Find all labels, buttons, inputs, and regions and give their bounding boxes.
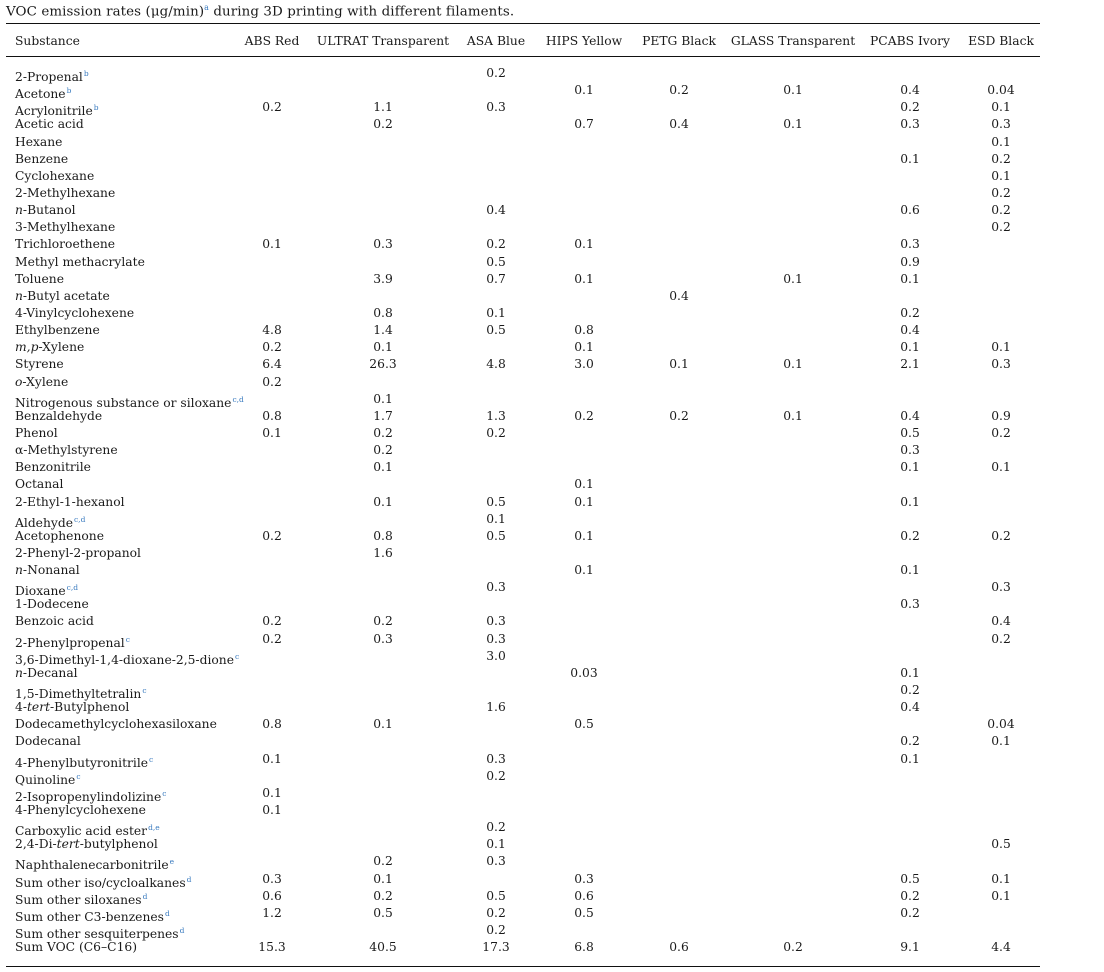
footnote-link[interactable]: d — [179, 926, 185, 935]
footnote-link[interactable]: c,d — [232, 394, 244, 404]
table-cell-value: 0.1 — [900, 494, 920, 509]
table-cell-value: 0.2 — [486, 425, 506, 440]
substance-name: 4-Vinylcyclohexene — [15, 305, 135, 320]
table-cell-value: 0.2 — [486, 768, 506, 783]
substance-name: Benzonitrile — [15, 460, 91, 475]
table-cell-value: 6.8 — [574, 940, 594, 955]
table-cell-value: 0.2 — [486, 237, 506, 252]
substance-name: Sum VOC (C6–C16) — [15, 940, 138, 955]
table-cell-value: 0.4 — [669, 117, 689, 132]
table-cell-value: 0.1 — [900, 460, 920, 475]
table-cell-value: 0.2 — [991, 185, 1011, 200]
table-cell-value: 0.6 — [262, 888, 282, 903]
table-cell-value: 0.4 — [900, 408, 920, 423]
table-cell-value: 4.8 — [262, 323, 282, 338]
footnote-link[interactable]: d — [164, 908, 170, 918]
table-cell-value: 0.5 — [574, 717, 594, 732]
table-cell-value: 0.4 — [900, 83, 920, 98]
substance-name: Trichloroethene — [15, 237, 116, 252]
table-cell-value: 0.6 — [900, 203, 920, 218]
table-cell-value: 0.1 — [262, 425, 282, 440]
table-cell-value: 0.1 — [574, 477, 594, 492]
substance-name: 2-Propenal$^b$ — [15, 69, 89, 84]
footnote-link[interactable]: b — [66, 86, 72, 96]
table-cell-value: 0.1 — [991, 734, 1011, 749]
table-cell-value: 0.1 — [669, 357, 689, 372]
table-cell-value: 0.1 — [991, 168, 1011, 183]
table-cell-value: 0.1 — [574, 494, 594, 509]
table-cell-value: 0.04 — [987, 717, 1015, 732]
table-cell-value: 0.8 — [262, 717, 282, 732]
table-cell-value: 0.2 — [669, 83, 689, 98]
footnote-link[interactable]: c,d — [73, 514, 86, 524]
table-cell-value: 4.4 — [991, 940, 1011, 955]
footnote-link[interactable]: d — [142, 891, 148, 901]
table-cell-value: 0.1 — [991, 871, 1011, 886]
table-header-rule — [6, 56, 1040, 57]
table-cell-value: 0.1 — [991, 888, 1011, 903]
table-cell-value: 0.1 — [262, 803, 282, 818]
table-cell-value: 0.2 — [991, 425, 1011, 440]
table-cell-value: 0.1 — [900, 340, 920, 355]
table-cell-value: 0.1 — [486, 305, 506, 320]
substance-name: 2-Methylhexane — [15, 185, 116, 200]
table-cell-value: 0.1 — [991, 460, 1011, 475]
table-cell-value: 0.1 — [373, 340, 393, 355]
table-cell-value: 0.1 — [574, 563, 594, 578]
table-cell-value: 0.2 — [262, 100, 282, 115]
table-cell-value: 0.3 — [991, 580, 1011, 595]
substance-name: Styrene — [15, 357, 64, 372]
table-cell-value: 0.3 — [262, 871, 282, 886]
table-cell-value: 0.2 — [900, 905, 920, 920]
table-cell-value: 0.2 — [991, 151, 1011, 166]
footnote-link[interactable]: e — [169, 857, 175, 867]
table-cell-value: 0.1 — [574, 83, 594, 98]
column-header-5: PETG Black — [642, 34, 716, 48]
substance-name: Cyclohexane — [15, 168, 95, 183]
table-cell-value: 0.5 — [900, 871, 920, 886]
footnote-link[interactable]: c,d — [66, 583, 79, 593]
table-cell-value: 0.1 — [574, 528, 594, 543]
substance-name: Sum other C3-benzenes$^d$ — [15, 908, 170, 924]
substance-name: Naphthalenecarbonitrile$^e$ — [15, 857, 175, 873]
table-cell-value: 9.1 — [900, 940, 920, 955]
table-cell-value: 1.4 — [373, 323, 393, 338]
table-cell-value: 0.5 — [373, 905, 393, 920]
substance-name: Acrylonitrile$^b$ — [15, 103, 99, 119]
footnote-link[interactable]: d,e — [148, 823, 160, 833]
table-cell-value: 0.2 — [669, 408, 689, 423]
table-cell-value: 0.3 — [373, 631, 393, 646]
table-cell-value: 0.2 — [373, 425, 393, 440]
footnote-link[interactable]: b — [83, 69, 89, 78]
substance-name: o-Xylene — [15, 374, 69, 389]
table-cell-value: 0.1 — [783, 271, 803, 286]
table-cell-value: 0.2 — [991, 528, 1011, 543]
table-cell-value: 0.2 — [900, 305, 920, 320]
table-cell-value: 1.6 — [373, 545, 393, 560]
table-cell-value: 0.1 — [373, 460, 393, 475]
footnote-link[interactable]: c — [149, 754, 154, 764]
table-cell-value: 0.1 — [900, 563, 920, 578]
table-cell-value: 0.4 — [991, 614, 1011, 629]
table-cell-value: 0.9 — [900, 254, 920, 269]
table-cell-value: 0.5 — [991, 837, 1011, 852]
caption-text-rest: during 3D printing with different filaments. — [209, 4, 515, 20]
table-cell-value: 0.3 — [486, 100, 506, 115]
table-caption — [6, 3, 514, 19]
table-cell-value: 0.1 — [783, 357, 803, 372]
table-cell-value: 0.2 — [900, 683, 920, 698]
table-bottom-rule — [6, 966, 1040, 967]
table-cell-value: 0.3 — [900, 597, 920, 612]
table-cell-value: 0.1 — [373, 494, 393, 509]
table-cell-value: 0.3 — [486, 631, 506, 646]
table-cell-value: 0.6 — [669, 940, 689, 955]
table-cell-value: 0.2 — [486, 923, 506, 937]
substance-name: 1,5-Dimethyltetralin$^c$ — [15, 686, 147, 702]
footnote-link[interactable]: d — [186, 874, 192, 884]
table-cell-value: 0.2 — [262, 631, 282, 646]
table-cell-value: 2.1 — [900, 357, 920, 372]
table-cell-value: 1.7 — [373, 408, 393, 423]
substance-name: Sum other siloxanes$^d$ — [15, 891, 148, 907]
table-cell-value: 0.2 — [900, 888, 920, 903]
substance-name: Benzaldehyde — [15, 408, 103, 423]
table-cell-value: 0.2 — [991, 631, 1011, 646]
table-cell-value: 0.1 — [373, 717, 393, 732]
table-cell-value: 0.4 — [900, 700, 920, 715]
table-cell-value: 3.9 — [373, 271, 393, 286]
column-header-1: ABS Red — [244, 34, 300, 48]
substance-name: 2-Isopropenylindolizine$^c$ — [15, 788, 167, 804]
table-cell-value: 0.5 — [486, 254, 506, 269]
table-cell-value: 0.8 — [262, 408, 282, 423]
table-cell-value: 0.1 — [373, 871, 393, 886]
table-cell-value: 0.1 — [486, 837, 506, 852]
substance-name: Aldehyde$^{c,d}$ — [15, 514, 86, 530]
table-cell-value: 0.1 — [574, 271, 594, 286]
table-cell-value: 0.4 — [486, 203, 506, 218]
table-cell-value: 0.4 — [900, 323, 920, 338]
table-cell-value: 0.3 — [900, 443, 920, 458]
table-cell-value: 0.03 — [570, 665, 598, 680]
table-cell-value: 15.3 — [258, 940, 286, 955]
table-cell-value: 0.3 — [574, 871, 594, 886]
substance-name: Acetic acid — [15, 117, 84, 132]
table-cell-value: 0.1 — [262, 785, 282, 800]
substance-name: Methyl methacrylate — [15, 254, 145, 269]
table-cell-value: 0.3 — [486, 751, 506, 766]
table-cell-value: 0.9 — [991, 408, 1011, 423]
table-cell-value: 0.2 — [900, 528, 920, 543]
table-cell-value: 0.2 — [900, 734, 920, 749]
table-cell-value: 0.4 — [669, 288, 689, 303]
substance-name: Dioxane$^{c,d}$ — [15, 583, 79, 599]
table-cell-value: 17.3 — [482, 940, 510, 955]
table-cell-value: 0.5 — [486, 323, 506, 338]
substance-name: Acetophenone — [15, 528, 104, 543]
substance-name: α-Methylstyrene — [15, 443, 118, 458]
table-cell-value: 0.2 — [262, 528, 282, 543]
footnote-link[interactable]: c — [162, 788, 167, 798]
table-cell-value: 0.2 — [373, 614, 393, 629]
table-cell-value: 0.3 — [486, 580, 506, 595]
table-cell-value: 0.1 — [991, 340, 1011, 355]
column-header-2: ULTRAT Transparent — [316, 34, 450, 48]
footnote-link[interactable]: c — [125, 634, 130, 644]
footnote-link[interactable]: c — [142, 686, 147, 696]
substance-name: Sum other sesquiterpenes$^d$ — [15, 926, 185, 941]
substance-name: n-Butyl acetate — [15, 288, 110, 303]
table-cell-value: 0.3 — [486, 614, 506, 629]
table-cell-value: 1.1 — [373, 100, 393, 115]
table-cell-value: 0.5 — [486, 528, 506, 543]
table-cell-value: 0.2 — [486, 820, 506, 835]
table-cell-value: 0.2 — [991, 220, 1011, 235]
table-cell-value: 0.8 — [373, 528, 393, 543]
table-cell-value: 0.2 — [486, 66, 506, 80]
substance-name: 4-Phenylcyclohexene — [15, 803, 146, 818]
table-cell-value: 0.5 — [486, 494, 506, 509]
substance-name: 2-Ethyl-1-hexanol — [15, 494, 125, 509]
table-cell-value: 0.2 — [373, 117, 393, 132]
table-cell-value: 0.7 — [574, 117, 594, 132]
substance-name: Benzoic acid — [15, 614, 94, 629]
table-cell-value: 40.5 — [369, 940, 397, 955]
substance-name: n-Nonanal — [15, 563, 80, 578]
table-cell-value: 0.2 — [373, 854, 393, 869]
substance-name: Sum other iso/cycloalkanes$^d$ — [15, 874, 192, 890]
table-cell-value: 0.2 — [783, 940, 803, 955]
table-cell-value: 0.2 — [900, 100, 920, 115]
substance-name: Toluene — [15, 271, 64, 286]
table-cell-value: 0.1 — [991, 134, 1011, 149]
substance-name: Dodecanal — [15, 734, 81, 749]
substance-name: Acetone$^b$ — [15, 86, 72, 102]
table-cell-value: 3.0 — [574, 357, 594, 372]
caption-footnote[interactable]: a — [204, 3, 210, 12]
table-top-rule — [6, 23, 1040, 24]
table-cell-value: 0.3 — [991, 357, 1011, 372]
table-cell-value: 0.1 — [900, 271, 920, 286]
table-cell-value: 0.6 — [574, 888, 594, 903]
table-cell-value: 0.1 — [574, 237, 594, 252]
table-cell-value: 0.2 — [373, 888, 393, 903]
table-cell-value: 0.3 — [373, 237, 393, 252]
table-cell-value: 0.2 — [574, 408, 594, 423]
table-cell-value: 0.1 — [783, 117, 803, 132]
substance-name: Hexane — [15, 134, 63, 149]
table-cell-value: 0.1 — [373, 391, 393, 406]
footnote-link[interactable]: c — [76, 771, 81, 781]
column-header-7: PCABS Ivory — [870, 34, 950, 48]
table-cell-value: 0.1 — [486, 511, 506, 526]
table-cell-value: 0.1 — [900, 665, 920, 680]
column-header-substance: Substance — [15, 34, 80, 48]
table-cell-value: 0.3 — [900, 117, 920, 132]
footnote-link[interactable]: b — [93, 103, 99, 113]
substance-name: 3-Methylhexane — [15, 220, 116, 235]
table-cell-value: 0.1 — [783, 408, 803, 423]
table-cell-value: 0.1 — [262, 237, 282, 252]
table-cell-value: 0.2 — [262, 614, 282, 629]
substance-name: Quinoline$^c$ — [15, 771, 81, 787]
table-cell-value: 0.2 — [991, 203, 1011, 218]
substance-name: 1-Dodecene — [15, 597, 89, 612]
table-cell-value: 1.6 — [486, 700, 506, 715]
table-cell-value: 0.3 — [991, 117, 1011, 132]
substance-name: Dodecamethylcyclohexasiloxane — [15, 717, 217, 732]
substance-name: 4-tert-Butylphenol — [15, 700, 130, 715]
table-cell-value: 0.2 — [373, 443, 393, 458]
table-cell-value: 0.1 — [900, 151, 920, 166]
table-cell-value: 0.8 — [574, 323, 594, 338]
column-header-3: ASA Blue — [466, 34, 526, 48]
substance-name: 2-Phenyl-2-propanol — [15, 545, 141, 560]
table-cell-value: 0.1 — [991, 100, 1011, 115]
substance-name: Nitrogenous substance or siloxane$^{c,d}$ — [15, 394, 244, 410]
footnote-link[interactable]: c — [235, 651, 240, 661]
table-cell-value: 0.5 — [574, 905, 594, 920]
substance-name: m,p-Xylene — [15, 340, 85, 355]
substance-name: Carboxylic acid ester$^{d,e}$ — [15, 823, 160, 839]
table-cell-value: 0.1 — [900, 751, 920, 766]
table-cell-value: 1.2 — [262, 905, 282, 920]
table-cell-value: 0.1 — [783, 83, 803, 98]
table-cell-value: 0.7 — [486, 271, 506, 286]
substance-name: Octanal — [15, 477, 64, 492]
table-cell-value: 0.1 — [262, 751, 282, 766]
substance-name: Ethylbenzene — [15, 323, 100, 338]
table-cell-value: 0.1 — [574, 340, 594, 355]
table-cell-value: 0.8 — [373, 305, 393, 320]
table-cell-value: 4.8 — [486, 357, 506, 372]
table-cell-value: 0.2 — [486, 905, 506, 920]
substance-name: Benzene — [15, 151, 69, 166]
table-cell-value: 0.2 — [262, 374, 282, 389]
table-cell-value: 0.3 — [900, 237, 920, 252]
column-header-6: GLASS Transparent — [730, 34, 856, 48]
substance-name: 4-Phenylbutyronitrile$^c$ — [15, 754, 154, 770]
table-cell-value: 0.5 — [900, 425, 920, 440]
table-cell-value: 0.04 — [987, 83, 1015, 98]
table-cell-value: 26.3 — [369, 357, 397, 372]
column-header-4: HIPS Yellow — [545, 34, 623, 48]
substance-name: 2-Phenylpropenal$^c$ — [15, 634, 130, 650]
substance-name: n-Decanal — [15, 665, 78, 680]
substance-name: 2,4-Di-tert-butylphenol — [15, 837, 158, 852]
table-cell-value: 6.4 — [262, 357, 282, 372]
substance-name: 3,6-Dimethyl-1,4-dioxane-2,5-dione$^c$ — [15, 651, 240, 667]
table-cell-value: 0.5 — [486, 888, 506, 903]
caption-text: VOC emission rates (μg/min) — [6, 4, 205, 20]
table-cell-value: 0.3 — [486, 854, 506, 869]
table-cell-value: 3.0 — [486, 648, 506, 663]
substance-name: Phenol — [15, 425, 58, 440]
column-header-8: ESD Black — [968, 34, 1034, 48]
table-cell-value: 1.3 — [486, 408, 506, 423]
table-cell-value: 0.2 — [262, 340, 282, 355]
substance-name: n-Butanol — [15, 203, 76, 218]
